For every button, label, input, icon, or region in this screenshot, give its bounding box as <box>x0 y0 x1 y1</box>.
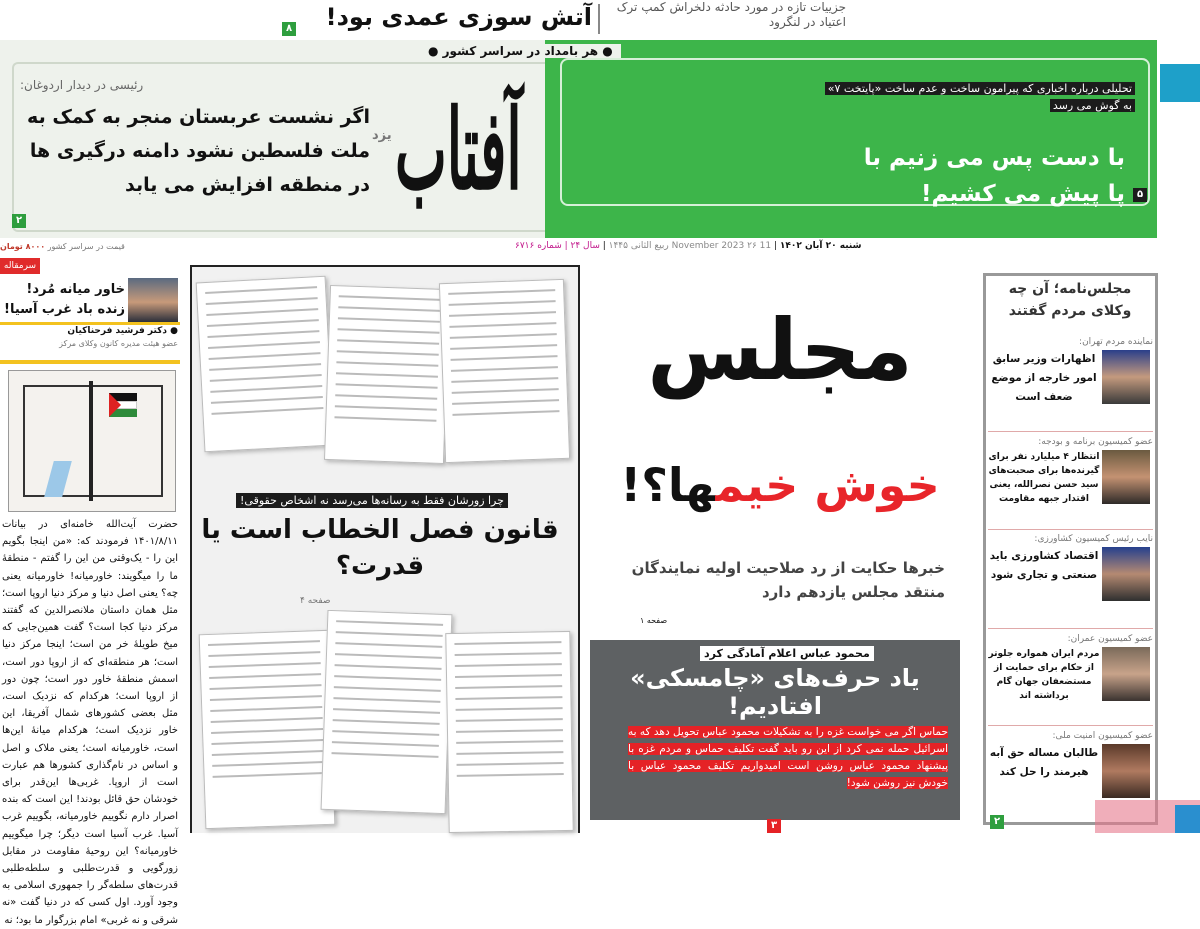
divider <box>598 4 600 34</box>
price: قیمت در سراسر کشور ۸۰۰۰ تومان <box>0 242 125 251</box>
item-text: طالبان مساله حق آبه هیرمند را حل کند <box>989 747 1099 778</box>
divider <box>988 431 1153 432</box>
divider <box>988 628 1153 629</box>
dateline: شنبه ۲۰ آبان ۱۴۰۲ | 11 November 2023 ۲۶ ربیع الثانی ۱۴۴۵ | سال ۲۴ | شماره ۶۷۱۶ <box>515 241 862 251</box>
abbas-headline[interactable]: یاد حرف‌های «چامسکی» افتادیم! <box>630 664 920 720</box>
page-badge: ۲ <box>12 214 26 228</box>
top-headline: آتش سوزی عمدی بود! <box>325 3 592 31</box>
masthead-slogan: ● هر بامداد در سراسر کشور ● <box>420 44 621 58</box>
page-ref: صفحه ۴ <box>300 596 331 606</box>
item-text: انتظار ۴ میلیارد نفر برای گیرنده‌ها برای صحبت‌های سید حسن نصرالله، یعنی اقتدار جبهه مقاومت <box>988 452 1100 504</box>
item-text: مردم ایران همواره جلوتر از حکام برای حمایت از مستضعفان جهان گام برداشته اند <box>988 649 1100 701</box>
main-headline[interactable]: مجلس <box>647 301 913 399</box>
left-headline[interactable]: اگر نشست عربستان منجر به کمک به ملت فلسطین نشود دامنه درگیری ها در منطقه افزایش می یابد <box>27 106 370 196</box>
person-photo <box>1102 350 1150 404</box>
docs-kicker: چرا زورشان فقط به رسانه‌ها می‌رسد نه اشخاص حقوقی! <box>236 493 508 508</box>
top-subheadline: جزییات تازه در مورد حادثه دلخراش کمپ ترک اعتیاد در لنگرود <box>616 0 846 29</box>
item-kicker: نماینده مردم تهران: <box>1079 337 1153 347</box>
docs-headline[interactable]: قانون فصل الخطاب است یا قدرت؟ <box>201 515 559 581</box>
list-item[interactable] <box>988 633 1153 723</box>
editorial-headline[interactable]: خاور میانه مُرد! زنده باد غرب آسیا! <box>4 282 125 317</box>
abbas-body: حماس اگر می خواست غزه را به تشکیلات محمود عباس تحویل دهد که به اسرائیل حمله نمی کرد از این رو باید گفت تکلیف حماس و مردم غزه با پیشنهاد محمود عباس روشن است امیدواریم تکلیف محمود عباس با خودش نیز روشن شود! <box>628 726 948 789</box>
list-item[interactable] <box>988 336 1153 426</box>
page-badge: ۵ <box>1133 188 1147 202</box>
person-photo <box>1102 647 1150 701</box>
editorial-body: حضرت آیت‌الله خامنه‌ای در بیانات ۱۴۰۱/۸/۱۱ فرمودند که: «من اینجا بگویم این را - یک‌وقتی من این را گفتم - منطقهٔ ما را میگویند: خاورمیانه! خاورمیانه یعنی چه؟ یعنی اصل دنیا و مرکز دنیا اروپا است؛ مثل همان داستان ملانصرالدین که گفتند مرکز دنیا کجا است؟ گفت همین‌جایی که میخ طویلهٔ خر من است؛ اینجا مرکز دنیا است؛ هر منطقه‌ای که از اروپا دور است، اسمش منطقهٔ خاور دور است؛ چون دور از اروپا است؛ هرکدام که نزدیک است، مثل بعضی کشورهای شمال آفریقا، این خاور نزدیک است؛ هرکدام میانهٔ این‌ها است، خاورمیانه است؛ یعنی ملاک و اصل و اساس در نام‌گذاری کشورها هم عبارت است از اروپا. غربی‌ها این‌قدر برای خودشان حق قائل بودند! این است که بنده اصرار دارم نگوییم خاورمیانه، بگوییم غرب آسیا. غرب آسیا است دیگر؛ چرا میگوییم خاورمیانه؟ این روحیهٔ مقاومت در مقابل زورگویی و قدرت‌طلبی و سلطه‌طلبی قدرت‌های سلطه‌گر را جمهوری اسلامی به وجود آورد. اول کسی که در دنیا گفت «نه شرقی و نه غربی» امام بزرگوار ما بود؛ نه <box>2 519 178 926</box>
majlis-title: مجلس‌نامه؛ آن چه وکلای مردم گفتند <box>1008 281 1132 319</box>
watermark-icon <box>1175 805 1200 833</box>
page-badge: ۸ <box>282 22 296 36</box>
green-kicker: تحلیلی درباره اخباری که پیرامون ساخت و عدم ساخت «پایتخت ۷» به گوش می رسد <box>795 80 1135 114</box>
green-headline[interactable]: با دست پس می زنیم با پا پیش می کشیم! <box>863 145 1125 207</box>
page-badge: ۲ <box>990 815 1004 829</box>
item-kicker: عضو کمیسیون برنامه و بودجه: <box>1038 437 1153 447</box>
page-ref: صفحه ۱ <box>640 616 668 625</box>
list-item[interactable] <box>988 533 1153 623</box>
divider <box>0 322 180 325</box>
item-kicker: نایب رئیس کمیسیون کشاورزی: <box>1034 534 1153 544</box>
page-badge: ۳ <box>767 819 781 833</box>
editorial-author-role: عضو هیئت مدیره کانون وکلای مرکز <box>59 339 178 348</box>
person-photo <box>1102 450 1150 504</box>
editorial-author: ● دکتر فرشید فرحناکیان <box>67 326 178 336</box>
item-text: اقتصاد کشاورزی باید صنعتی و تجاری شود <box>989 550 1099 581</box>
author-photo <box>128 278 178 322</box>
editorial-tag: سرمقاله <box>0 258 40 274</box>
item-kicker: عضو کمیسیون عمران: <box>1067 634 1153 644</box>
left-kicker: رئیسی در دیدار اردوغان: <box>20 78 144 92</box>
main-headline-2[interactable]: خوش خیمها؟! <box>620 458 940 512</box>
item-text: اظهارات وزیر سابق امور خارجه از موضع ضعف است <box>991 353 1097 403</box>
logo-small: یزد <box>372 128 392 143</box>
side-tab[interactable] <box>1160 64 1200 102</box>
list-item[interactable] <box>988 436 1153 526</box>
main-subheadline: خبرها حکایت از رد صلاحیت اولیه نمایندگان منتقد مجلس یازدهم دارد <box>631 559 945 601</box>
item-kicker: عضو کمیسیون امنیت ملی: <box>1052 731 1153 741</box>
divider <box>0 360 180 364</box>
newspaper-logo: آفتاب <box>395 85 522 214</box>
person-photo <box>1102 547 1150 601</box>
divider <box>988 529 1153 530</box>
abbas-kicker: محمود عباس اعلام آمادگی کرد <box>700 646 874 661</box>
person-photo <box>1102 744 1150 798</box>
divider <box>988 725 1153 726</box>
cartoon-image <box>8 370 176 512</box>
